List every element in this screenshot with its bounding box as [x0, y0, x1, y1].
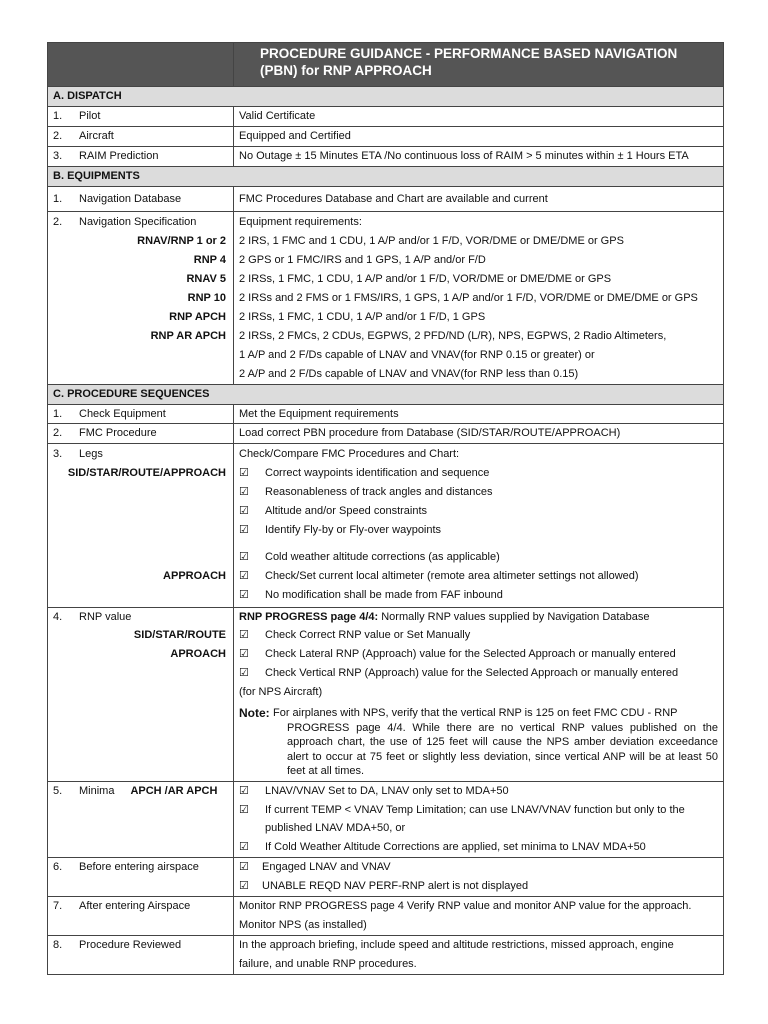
row-value: In the approach briefing, include speed and altitude restrictions, missed approach, engine: [239, 938, 674, 951]
row-label: Minima: [79, 784, 115, 797]
procedure-row: 1. Check Equipment Met the Equipment requirements: [48, 404, 724, 424]
procedure-row: 8. Procedure Reviewed In the approach briefing, include speed and altitude restrictions, missed approach, engine failure, and unable RNP procedures.: [48, 935, 724, 974]
section-number: B.: [53, 169, 64, 182]
sub-label: SID/STAR/ROUTE/APPROACH: [67, 467, 226, 480]
section-equipments: [48, 166, 724, 186]
checklist-item: ☑ Check/Set current local altimeter (remote area altimeter settings not allowed): [239, 567, 718, 586]
header-row: [48, 43, 724, 87]
note-text: For airplanes with NPS, verify that the vertical RNP is 125 on feet FMC CDU - RNP: [273, 707, 678, 720]
checklist-item: ☑ Engaged LNAV and VNAV: [239, 858, 718, 877]
row-value: Equipped and Certified: [234, 126, 724, 146]
row-value: Check/Compare FMC Procedures and Chart:: [239, 448, 460, 461]
spec-requirement: 2 IRSs, 2 FMCs, 2 CDUs, EGPWS, 2 PFD/ND (L/R), NPS, EGPWS, 2 Radio Altimeters,: [239, 329, 667, 342]
row-value: Met the Equipment requirements: [234, 404, 724, 424]
procedure-row-legs: 3. Legs SID/STAR/ROUTE/APPROACH APPROACH Check/Compare FMC Procedures and Chart: ☑ Correct waypoints identification and sequence ☑ Reasonableness of track angles and distances ☑ Altitude and/or Speed constraints ☑ Identify Fly-by or Fly-over waypoints ☑ Cold weather altitude corrections (as applicable) ☑ Check/Set current local altimeter (remote area altimeter settings not allowed) ☑ No modification shall be made from FAF inbound: [48, 444, 724, 607]
checkbox-checked-icon: ☑: [239, 841, 249, 854]
row-value: Monitor RNP PROGRESS page 4 Verify RNP value and monitor ANP value for the approach.: [239, 900, 692, 913]
row-label: RAIM Prediction: [79, 149, 159, 162]
row-label: Aircraft: [79, 129, 114, 142]
sub-label: APCH /AR APCH: [130, 784, 218, 797]
row-value: Load correct PBN procedure from Database (SID/STAR/ROUTE/APPROACH): [234, 424, 724, 444]
checklist-item: ☑ If Cold Weather Altitude Corrections are applied, set minima to LNAV MDA+50: [239, 838, 718, 857]
checklist-item-cont: (for NPS Aircraft): [239, 686, 323, 699]
row-value: RNP PROGRESS page 4/4: Normally RNP values supplied by Navigation Database: [239, 610, 650, 623]
row-label: Procedure Reviewed: [79, 938, 182, 951]
checkbox-checked-icon: ☑: [239, 629, 249, 642]
checkbox-checked-icon: ☑: [239, 784, 249, 797]
checkbox-checked-icon: ☑: [239, 588, 249, 601]
spec-name: RNP APCH: [169, 310, 226, 323]
checklist-item-cont: published LNAV MDA+50, or: [265, 822, 406, 835]
spec-requirement: 2 IRSs, 1 FMC, 1 CDU, 1 A/P and/or 1 F/D, 1 GPS: [239, 310, 486, 323]
row-label: After entering Airspace: [79, 900, 191, 913]
section-number: A.: [53, 90, 64, 102]
row-label: FMC Procedure: [79, 427, 157, 440]
checklist-item: ☑ No modification shall be made from FAF inbound: [239, 586, 718, 605]
spec-requirement: 2 IRS, 1 FMC and 1 CDU, 1 A/P and/or 1 F/D, VOR/DME or DME/DME or GPS: [239, 235, 624, 248]
sub-label: SID/STAR/ROUTE: [133, 629, 226, 642]
dispatch-row: 1. Pilot Valid Certificate: [48, 106, 724, 126]
equipment-row: 2. Navigation Specification RNAV/RNP 1 or 2 RNP 4 RNAV 5 RNP 10 RNP APCH RNP AR APCH Equipment requirements: 2 IRS, 1 FMC and 1 CDU, 1 A/P and/or 1 F/D, VOR/DME or DME/DME or GPS 2 GPS or 1 FMC/IRS and 1 GPS, 1 A/P and/or F/D 2 IRSs, 1 FMC, 1 CDU, 1 A/P and/or 1 F/D, VOR/DME or DME/DME or GPS 2 IRSs and 2 FMS or 1 FMS/IRS, 1 GPS, 1 A/P and/or 1 F/D, VOR/DME or DME/DME or GPS 2 IRSs, 1 FMC, 1 CDU, 1 A/P and/or 1 F/D, 1 GPS 2 IRSs, 2 FMCs, 2 CDUs, EGPWS, 2 PFD/ND (L/R), NPS, EGPWS, 2 Radio Altimeters, 1 A/P and 2 F/Ds capable of LNAV and VNAV(for RNP 0.15 or greater) or 2 A/P and 2 F/Ds capable of LNAV and VNAV(for RNP less than 0.15): [48, 212, 724, 384]
row-label: Navigation Database: [79, 192, 182, 205]
note-label: Note:: [239, 706, 270, 721]
note-block: [239, 706, 718, 779]
section-dispatch: [48, 87, 724, 107]
procedure-row-rnp: 4. RNP value SID/STAR/ROUTE APROACH RNP PROGRESS page 4/4: Normally RNP values supplied by Navigation Database ☑ Check Correct RNP value or Set Manually ☑ Check Lateral RNP (Approach) value for the Selected Approach or manually entered ☑ Check Vertical RNP (Approach) value for the Selected Approach or manually entered (for NPS Aircraft) Note: For airplanes with NPS, verify that the vertical RNP is 125 on feet FMC CDU - RNP PROGRESS page 4/4. While there are no vertical RNP values published on the approach chart, the use of 125 feet will cause the NPS amber deviation exceedance alert to occur at 75 feet or slightly less deviation, since vertical ANP will be at least 50 feet at all times.: [48, 607, 724, 781]
checklist-item: ☑ LNAV/VNAV Set to DA, LNAV only set to MDA+50: [239, 782, 718, 801]
spec-requirement-cont: 2 A/P and 2 F/Ds capable of LNAV and VNAV(for RNP less than 0.15): [239, 367, 579, 380]
procedure-row: 7. After entering Airspace Monitor RNP PROGRESS page 4 Verify RNP value and monitor ANP value for the approach. Monitor NPS (as installed): [48, 897, 724, 936]
procedure-row: 6. Before entering airspace ☑ Engaged LNAV and VNAV ☑ UNABLE REQD NAV PERF-RNP alert is not displayed: [48, 858, 724, 897]
row-value: No Outage ± 15 Minutes ETA /No continuous loss of RAIM > 5 minutes within ± 1 Hours ETA: [234, 146, 724, 166]
note-text: PROGRESS page 4/4. While there are no vertical RNP values published on the approach chart, the use of 125 feet will cause the NPS amber deviation exceedance alert to occur at 75 feet or slightly less deviation, since vertical ANP will be at least 50 feet at all times.: [287, 721, 718, 778]
dispatch-row: 3. RAIM Prediction No Outage ± 15 Minutes ETA /No continuous loss of RAIM > 5 minutes within ± 1 Hours ETA: [48, 146, 724, 166]
row-label: RNP value: [79, 610, 132, 623]
checkbox-checked-icon: ☑: [239, 648, 249, 661]
row-label: Legs: [79, 448, 103, 461]
spec-requirement: 2 IRSs and 2 FMS or 1 FMS/IRS, 1 GPS, 1 A/P and/or 1 F/D, VOR/DME or DME/DME or GPS: [239, 292, 698, 305]
checklist-item: ☑ Identify Fly-by or Fly-over waypoints: [239, 521, 718, 540]
procedure-table: [47, 42, 724, 975]
sub-label: APROACH: [170, 648, 226, 661]
row-value: Valid Certificate: [234, 106, 724, 126]
dispatch-row: 2. Aircraft Equipped and Certified: [48, 126, 724, 146]
spec-requirement: 2 GPS or 1 FMC/IRS and 1 GPS, 1 A/P and/or F/D: [239, 254, 486, 267]
spec-name: RNP AR APCH: [150, 329, 226, 342]
spec-name: RNAV/RNP 1 or 2: [137, 235, 226, 248]
section-label: DISPATCH: [67, 90, 122, 102]
row-value: Monitor NPS (as installed): [239, 918, 367, 931]
procedure-row: 2. FMC Procedure Load correct PBN procedure from Database (SID/STAR/ROUTE/APPROACH): [48, 424, 724, 444]
checklist-item: ☑ Check Vertical RNP (Approach) value for the Selected Approach or manually entered: [239, 664, 718, 683]
checkbox-checked-icon: ☑: [239, 861, 249, 874]
row-label: Before entering airspace: [79, 861, 199, 874]
checklist-item: ☑ Check Correct RNP value or Set Manually: [239, 626, 718, 645]
row-label: Pilot: [79, 109, 101, 122]
checklist-item: ☑ Altitude and/or Speed constraints: [239, 502, 718, 521]
equipment-row: 1. Navigation Database FMC Procedures Database and Chart are available and current: [48, 186, 724, 212]
checklist-item: ☑ If current TEMP < VNAV Temp Limitation; can use LNAV/VNAV function but only to the: [239, 801, 718, 820]
checkbox-checked-icon: ☑: [239, 569, 249, 582]
procedure-document: [47, 42, 724, 975]
checklist-item: ☑ Reasonableness of track angles and distances: [239, 483, 718, 502]
section-label: PROCEDURE SEQUENCES: [67, 387, 210, 400]
checkbox-checked-icon: ☑: [239, 523, 249, 536]
row-value: Equipment requirements:: [239, 216, 362, 229]
section-number: C.: [53, 387, 64, 400]
sub-label: APPROACH: [163, 569, 226, 582]
spec-name: RNAV 5: [186, 273, 226, 286]
checklist-item: ☑ Correct waypoints identification and sequence: [239, 464, 718, 483]
checklist-item: ☑ Cold weather altitude corrections (as applicable): [239, 548, 718, 567]
spec-requirement-cont: 1 A/P and 2 F/Ds capable of LNAV and VNAV(for RNP 0.15 or greater) or: [239, 348, 595, 361]
row-label: Navigation Specification: [79, 216, 197, 229]
checkbox-checked-icon: ☑: [239, 486, 249, 499]
spec-name: RNP 10: [187, 292, 226, 305]
row-label: Check Equipment: [79, 407, 166, 420]
row-value: FMC Procedures Database and Chart are available and current: [234, 186, 724, 212]
row-value: failure, and unable RNP procedures.: [239, 957, 417, 970]
spec-name: RNP 4: [193, 254, 226, 267]
spec-requirement: 2 IRSs, 1 FMC, 1 CDU, 1 A/P and/or 1 F/D, VOR/DME or DME/DME or GPS: [239, 273, 612, 286]
header-left-cell: [48, 43, 234, 87]
checkbox-checked-icon: ☑: [239, 467, 249, 480]
document-title: PROCEDURE GUIDANCE - PERFORMANCE BASED NAVIGATION (PBN) for RNP APPROACH: [234, 43, 724, 87]
procedure-row-minima: 5. Minima APCH /AR APCH ☑ LNAV/VNAV Set to DA, LNAV only set to MDA+50 ☑ If current TEMP < VNAV Temp Limitation; can use LNAV/VNAV function but only to the published LNAV MDA+50, or ☑ If Cold Weather Altitude Corrections are applied, set minima to LNAV MDA+50: [48, 781, 724, 858]
checkbox-checked-icon: ☑: [239, 880, 249, 893]
checkbox-checked-icon: ☑: [239, 550, 249, 563]
checklist-item: ☑ Check Lateral RNP (Approach) value for the Selected Approach or manually entered: [239, 645, 718, 664]
checkbox-checked-icon: ☑: [239, 505, 249, 518]
checkbox-checked-icon: ☑: [239, 667, 249, 680]
checkbox-checked-icon: ☑: [239, 803, 249, 816]
section-label: EQUIPMENTS: [67, 169, 140, 182]
section-procedures: [48, 384, 724, 404]
checklist-item: ☑ UNABLE REQD NAV PERF-RNP alert is not displayed: [239, 877, 718, 896]
